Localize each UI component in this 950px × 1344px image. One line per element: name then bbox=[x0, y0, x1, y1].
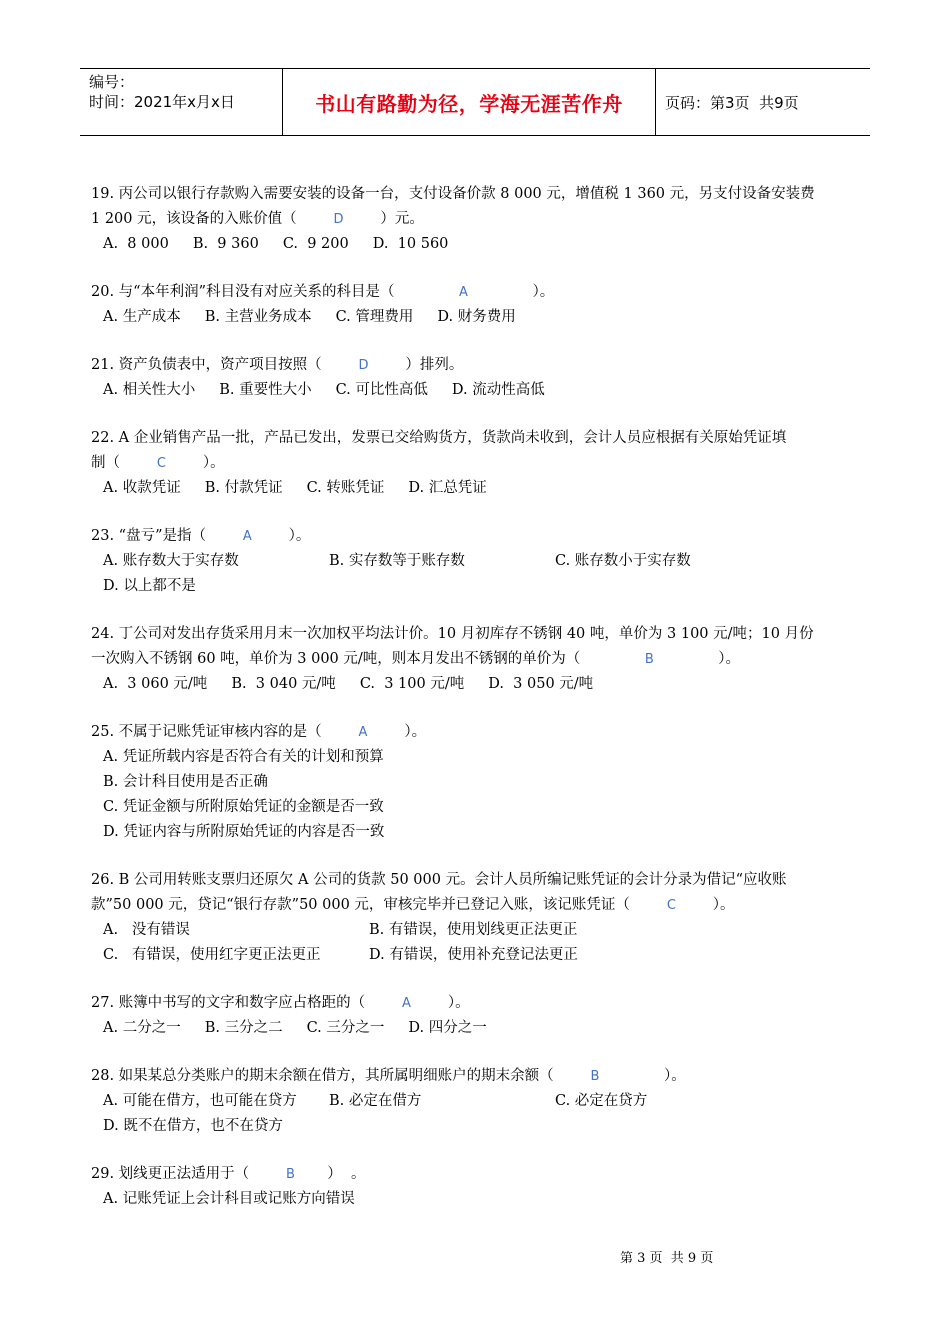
answer-mark: C bbox=[666, 898, 676, 913]
answer-mark: A bbox=[242, 529, 252, 544]
answer-mark: D bbox=[358, 358, 369, 373]
answer-option: B. 三分之二 bbox=[204, 1020, 283, 1036]
question-item bbox=[91, 280, 871, 330]
question-text: 22. A 企业销售产品一批，产品已发出，发票已交给购货方，货款尚未收到，会计人员应根据有关原始凭证填 bbox=[91, 430, 787, 446]
page-info: 页码：第3页 共9页 bbox=[665, 93, 799, 112]
question-text: ）排列。 bbox=[368, 357, 464, 373]
question-text: ）。 bbox=[599, 1068, 686, 1084]
answer-mark: A bbox=[358, 725, 368, 740]
answer-mark: B bbox=[590, 1069, 600, 1084]
question-stem-line bbox=[91, 451, 871, 476]
document-number-label: 编号： bbox=[89, 73, 135, 91]
options-row bbox=[91, 672, 871, 697]
question-stem-line bbox=[91, 622, 871, 647]
question-text: 1 200 元，该设备的入账价值（ bbox=[91, 211, 334, 227]
options-row bbox=[91, 378, 871, 403]
question-stem-line bbox=[91, 868, 871, 893]
answer-option: A. 账存数大于实存数 bbox=[103, 553, 239, 569]
answer-option: D. 有错误，使用补充登记法更正 bbox=[369, 947, 578, 963]
answer-mark: C bbox=[156, 456, 166, 471]
answer-option: D. 10 560 bbox=[372, 236, 449, 252]
question-list bbox=[91, 182, 871, 1235]
answer-option: B. 付款凭证 bbox=[204, 480, 283, 496]
question-text: ）。 bbox=[653, 651, 741, 667]
answer-option: C. 3 100 元/吨 bbox=[359, 676, 465, 692]
question-stem-line bbox=[91, 182, 871, 207]
answer-option: B. 9 360 bbox=[192, 236, 259, 252]
question-text: 29. 划线更正法适用于（ bbox=[91, 1166, 287, 1182]
options-row bbox=[91, 918, 871, 968]
question-text: ） 。 bbox=[294, 1166, 366, 1182]
question-item bbox=[91, 720, 871, 845]
question-item bbox=[91, 991, 871, 1041]
question-text: 24. 丁公司对发出存货采用月末一次加权平均法计价。10 月初库存不锈钢 40 吨，单价为 3 100 元/吨；10 月份 bbox=[91, 626, 814, 642]
question-text: 27. 账簿中书写的文字和数字应占格距的（ bbox=[91, 995, 403, 1011]
question-stem-line bbox=[91, 893, 871, 918]
answer-mark: B bbox=[644, 652, 654, 667]
options-row bbox=[91, 305, 871, 330]
question-text: 28. 如果某总分类账户的期末余额在借方，其所属明细账户的期末余额（ bbox=[91, 1068, 591, 1084]
answer-option: B. 3 040 元/吨 bbox=[231, 676, 336, 692]
answer-option: C. 9 200 bbox=[282, 236, 349, 252]
answer-mark: A bbox=[402, 996, 411, 1011]
answer-option: B. 主营业务成本 bbox=[204, 309, 312, 325]
question-stem-line bbox=[91, 647, 871, 672]
options-row bbox=[91, 1016, 871, 1041]
question-text: ）。 bbox=[367, 724, 427, 740]
question-text: 26. B 公司用转账支票归还原欠 A 公司的货款 50 000 元。会计人员所编记账凭证的会计分录为借记“应收账 bbox=[91, 872, 787, 888]
question-stem-line bbox=[91, 280, 871, 305]
answer-mark: A bbox=[459, 285, 468, 300]
question-text: ）。 bbox=[410, 995, 470, 1011]
answer-option: D. 以上都不是 bbox=[103, 578, 196, 594]
answer-option: D. 既不在借方，也不在贷方 bbox=[103, 1118, 283, 1134]
question-stem-line bbox=[91, 426, 871, 451]
answer-option: A. 8 000 bbox=[103, 236, 169, 252]
question-item bbox=[91, 182, 871, 257]
question-item bbox=[91, 426, 871, 501]
header-right-cell bbox=[656, 69, 870, 135]
answer-option: A. 收款凭证 bbox=[103, 480, 181, 496]
question-stem-line bbox=[91, 991, 871, 1016]
answer-option: B. 重要性大小 bbox=[219, 382, 312, 398]
options-row bbox=[91, 549, 871, 599]
question-stem-line bbox=[91, 720, 871, 745]
options-row bbox=[91, 1187, 871, 1212]
question-text: 制（ bbox=[91, 455, 157, 471]
answer-option: A. 相关性大小 bbox=[103, 382, 196, 398]
options-row bbox=[91, 232, 871, 257]
options-row bbox=[91, 1089, 871, 1139]
answer-option: B. 必定在借方 bbox=[329, 1093, 422, 1109]
question-text: 25. 不属于记账凭证审核内容的是（ bbox=[91, 724, 359, 740]
question-text: 款”50 000 元，贷记“银行存款”50 000 元，审核完毕并已登记入账，该记账凭证（ bbox=[91, 897, 667, 913]
answer-option: C. 转账凭证 bbox=[306, 480, 385, 496]
question-text: 20. 与“本年利润”科目没有对应关系的科目是（ bbox=[91, 284, 460, 300]
question-item bbox=[91, 622, 871, 697]
header-left-cell bbox=[80, 69, 282, 135]
answer-option: C. 账存数小于实存数 bbox=[555, 553, 691, 569]
question-text: ）元。 bbox=[343, 211, 424, 227]
question-stem-line bbox=[91, 1064, 871, 1089]
options-row bbox=[91, 745, 871, 845]
answer-option: A. 3 060 元/吨 bbox=[103, 676, 208, 692]
question-text: ）。 bbox=[467, 284, 555, 300]
answer-option: D. 四分之一 bbox=[408, 1020, 487, 1036]
answer-option: D. 3 050 元/吨 bbox=[488, 676, 594, 692]
question-stem-line bbox=[91, 353, 871, 378]
question-item bbox=[91, 1162, 871, 1212]
answer-option: C. 必定在贷方 bbox=[555, 1093, 648, 1109]
answer-option: A. 凭证所载内容是否符合有关的计划和预算 bbox=[103, 749, 384, 765]
answer-option: D. 流动性高低 bbox=[451, 382, 545, 398]
question-text: 19. 丙公司以银行存款购入需要安装的设备一台，支付设备价款 8 000 元，增值税 1 360 元，另支付设备安装费 bbox=[91, 186, 815, 202]
answer-mark: B bbox=[286, 1167, 295, 1182]
answer-option: A. 记账凭证上会计科目或记账方向错误 bbox=[103, 1191, 355, 1207]
header-table bbox=[80, 68, 870, 136]
question-text: 23. “盘亏”是指（ bbox=[91, 528, 243, 544]
question-item bbox=[91, 524, 871, 599]
question-text: 一次购入不锈钢 60 吨，单价为 3 000 元/吨，则本月发出不锈钢的单价为（ bbox=[91, 651, 645, 667]
answer-option: A. 没有错误 bbox=[103, 922, 190, 938]
answer-mark: D bbox=[333, 212, 344, 227]
answer-option: C. 可比性高低 bbox=[335, 382, 428, 398]
question-stem-line bbox=[91, 524, 871, 549]
document-date-label: 时间：2021年x月x日 bbox=[89, 93, 235, 111]
question-stem-line bbox=[91, 207, 871, 232]
question-text: ）。 bbox=[165, 455, 225, 471]
answer-option: D. 汇总凭证 bbox=[408, 480, 487, 496]
answer-option: B. 有错误，使用划线更正法更正 bbox=[369, 922, 578, 938]
answer-option: D. 凭证内容与所附原始凭证的内容是否一致 bbox=[103, 824, 385, 840]
question-item bbox=[91, 1064, 871, 1139]
answer-option: D. 财务费用 bbox=[437, 309, 516, 325]
question-text: 21. 资产负债表中，资产项目按照（ bbox=[91, 357, 359, 373]
answer-option: B. 会计科目使用是否正确 bbox=[103, 774, 268, 790]
answer-option: C. 凭证金额与所附原始凭证的金额是否一致 bbox=[103, 799, 384, 815]
question-item bbox=[91, 353, 871, 403]
question-text: ）。 bbox=[251, 528, 311, 544]
options-row bbox=[91, 476, 871, 501]
header-motto: 书山有路勤为径，学海无涯苦作舟 bbox=[282, 69, 656, 135]
answer-option: A. 二分之一 bbox=[103, 1020, 181, 1036]
page-footer: 第 3 页 共 9 页 bbox=[620, 1251, 714, 1266]
question-text: ）。 bbox=[675, 897, 735, 913]
answer-option: A. 生产成本 bbox=[103, 309, 181, 325]
answer-option: B. 实存数等于账存数 bbox=[329, 553, 465, 569]
question-stem-line bbox=[91, 1162, 871, 1187]
answer-option: C. 三分之一 bbox=[306, 1020, 385, 1036]
answer-option: A. 可能在借方，也可能在贷方 bbox=[103, 1093, 297, 1109]
answer-option: C. 管理费用 bbox=[335, 309, 414, 325]
question-item bbox=[91, 868, 871, 968]
answer-option: C. 有错误，使用红字更正法更正 bbox=[103, 947, 321, 963]
